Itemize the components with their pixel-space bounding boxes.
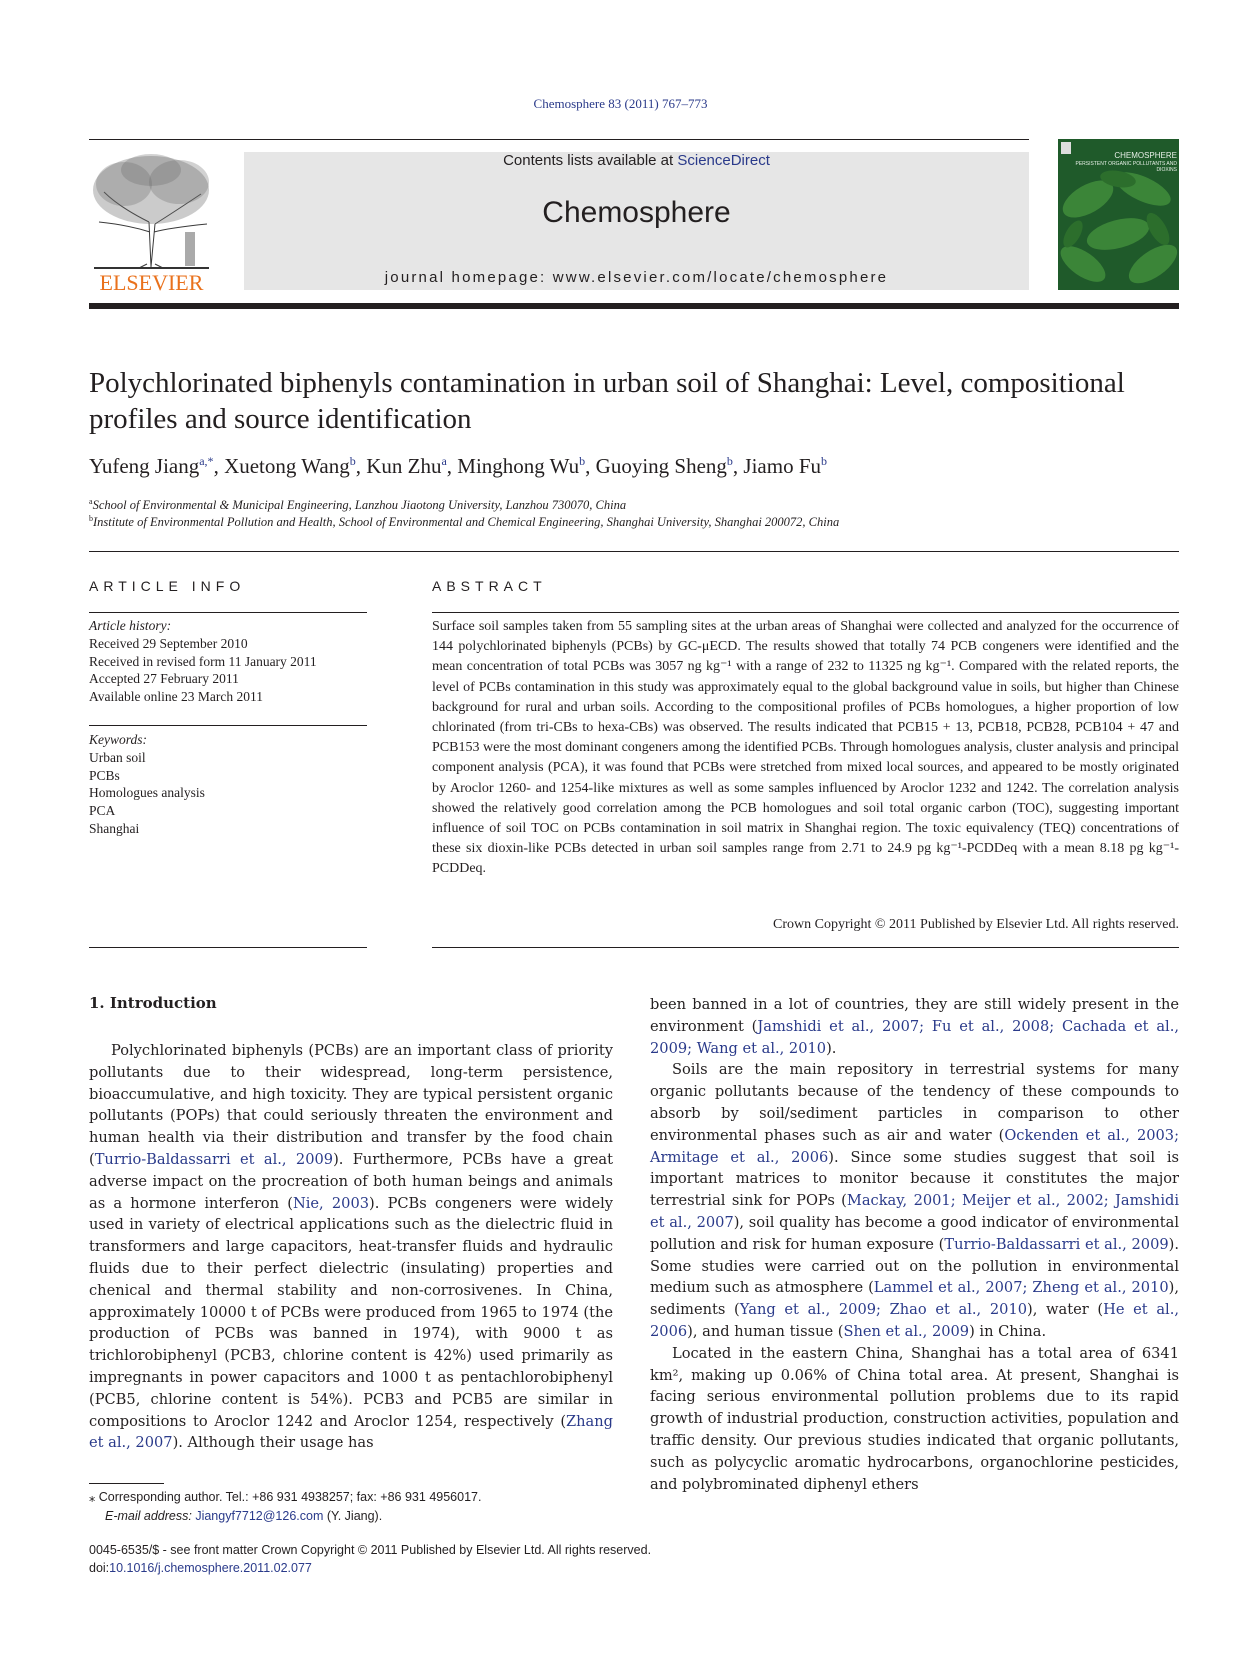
paragraph-text: ) in China. [969,1322,1047,1340]
cover-journal-name: CHEMOSPHERE [1114,151,1177,160]
keyword: PCA [89,803,116,819]
author-affiliation-mark[interactable]: a [441,454,447,468]
article-info-rule [89,947,367,948]
article-history [89,617,367,706]
intro-paragraph [650,994,1179,1059]
abstract-text: Surface soil samples taken from 55 sampling sites at the urban areas of Shanghai were collected and analyzed for the occurrence of 144 polychlorinated biphenyls (PCBs) by GC-μECD. The results showed that totally 74 PCB congeners were identified and the mean concentration of total PCBs was 3057 ng kg⁻¹ with a range of 232 to 11325 ng kg⁻¹. Compared with the related reports, the level of PCBs contamination in this study was approximately equal to the global background value in soils, but higher than Chinese background for rural and urban soils. According to the compositional profiles of PCBs homologues, a higher proportion of low chlorinated (from tri-CBs to hexa-CBs) was observed. The results indicated that PCB15 + 13, PCB18, PCB28, PCB104 + 47 and PCB153 were the most dominant congeners among the identified PCBs. Through homologues analysis, cluster analysis and principal component analysis (PCA), it was found that PCBs were stretched from mixed local sources, and appeared to be mostly originated by Aroclor 1260- and 1254-like mixtures as well as some samples influenced by Aroclor 1232 and 1242. The correlation analysis showed the relatively good correlation among the PCB homologues and soil total organic carbon (TOC), suggesting important influence of soil TOC on PCBs contamination in soil matrix in Shanghai region. The toxic equivalency (TEQ) concentrations of these six dioxin-like PCBs detected in urban soil samples range from 2.71 to 24.9 pg kg⁻¹-PCDDeq with a mean 8.18 pg kg⁻¹-PCDDeq. [432,619,1179,877]
doi-line [89,1559,889,1577]
article-info-rule [89,725,367,726]
affiliation-text: School of Environmental & Municipal Engineering, Lanzhou Jiaotong University, Lanzhou 730070, China [92,498,627,513]
body-column-left [89,1040,613,1454]
intro-paragraph [89,1040,613,1454]
author-list: Yufeng Jiang$^{a,*}$, Xuetong Wang$^b$, Kun Zhu$^a$, Minghong Wu$^b$, Guoying Sheng$^b$, Jiamo Fu$^b$ [89,454,827,478]
affiliation-mark: a [89,497,93,506]
keywords-block [89,731,367,838]
citation-link[interactable]: He et al., 2006 [650,1301,1179,1340]
paragraph-text: ). PCBs congeners were widely used in variety of electrical applications such as the dielectric fluid in transformers and large capacitors, heat-transfer fluids and hydraulic fluids due to their perfect dielectric (insulating) properties and chenical and thermal stability and non-corrosivenes. In China, approximately 10000 t of PCBs were produced from 1965 to 1974 (the production of PCBs was banned in 1974), with 9000 t as trichlorobiphenyl (PCB3, chlorine content is 42%) used primarily as impregnants in power capacitors and 1000 t as pentachlorobiphenyl (PCB5, chlorine content is 54%). PCB3 and PCB5 are similar in compositions to Aroclor 1242 and Aroclor 1254, respectively ( [89,1194,613,1430]
journal-homepage-link[interactable]: journal homepage: www.elsevier.com/locate/chemosphere [384,269,889,286]
citation-link[interactable]: Yang et al., 2009; Zhao et al., 2010 [739,1301,1028,1319]
citation-link[interactable]: Zhang et al., 2007 [89,1412,613,1452]
keywords-label: Keywords: [89,732,147,747]
paragraph-text: been banned in a lot of countries, they are still widely present in the environment ( [650,996,1179,1035]
affiliation-text: Institute of Environmental Pollution and Health, School of Environmental and Chemical Engineering, Shanghai University, Shanghai 200072, China [93,515,840,530]
keyword: Shanghai [89,820,140,836]
author-affiliation-mark[interactable]: a,* [199,454,214,468]
intro-paragraph: Located in the eastern China, Shanghai has a total area of 6341 km², making up 0.06% of China total area. At present, Shanghai is facing serious environmental pollution problems due to its rapid growth of industrial production, construction activities, population and traffic density. Our previous studies indicated that organic pollutants, such as polycyclic aromatic hydrocarbons, organochlorine pesticides, and polybrominated diphenyl ethers [650,1344,1179,1493]
citation-link[interactable]: Nie, 2003 [292,1194,370,1212]
citation-link[interactable]: Shen et al., 2009 [843,1322,970,1340]
author-affiliation-mark[interactable]: b [726,454,733,468]
author-name: Yufeng Jiang [89,454,200,478]
contents-available-line [244,152,1029,169]
abstract-rule [432,612,1179,613]
sciencedirect-link[interactable]: ScienceDirect [677,152,770,169]
footnote-mark: ⁎ [89,1490,96,1504]
doi-label: doi: [89,1561,110,1575]
paragraph-text: Polychlorinated biphenyls (PCBs) are an important class of priority pollutants due to their widespread, long-term persistence, bioaccumulative, and high toxicity. They are typical persistent organic pollutants (POPs) that could seriously threaten the environment and human health via their distribution and transfer by the food chain ( [89,1042,613,1168]
history-received: Received 29 September 2010 [89,635,248,651]
email-label: E-mail address: [105,1509,196,1523]
keyword: PCBs [89,767,120,783]
author-name: Minghong Wu [457,454,580,478]
citation-link[interactable]: Turrio-Baldassarri et al., 2009 [944,1235,1169,1253]
paragraph-text: ). Since some studies suggest that soil is important matrices to monitor because it constitutes the major terrestrial sink for POPs ( [650,1148,1179,1210]
history-label: Article history: [89,618,172,633]
contents-prefix: Contents lists available at [503,152,678,169]
abstract-copyright: Crown Copyright © 2011 Published by Elsevier Ltd. All rights reserved. [773,917,1179,932]
section-rule [89,551,1179,552]
citation-link[interactable]: Mackay, 2001; Meijer et al., 2002; Jamshidi et al., 2007 [650,1192,1179,1231]
footnote-rule [89,1483,164,1484]
author-affiliation-mark[interactable]: b [821,454,827,468]
author-name: Kun Zhu [366,454,442,478]
paragraph-text: ). [826,1039,837,1057]
paragraph-text: ), water ( [1027,1301,1104,1319]
section-heading-introduction: 1. Introduction [89,994,217,1012]
issn-copyright-line: 0045-6535/$ - see front matter Crown Copyright © 2011 Published by Elsevier Ltd. All rights reserved. [89,1543,652,1557]
keyword: Homologues analysis [89,785,205,801]
author-affiliation-mark[interactable]: b [349,454,356,468]
author-name: Xuetong Wang [224,454,350,478]
paragraph-text: ), soil quality has become a good indicator of environmental pollution and risk for human exposure ( [650,1213,1179,1253]
corresponding-author-text: Corresponding author. Tel.: +86 931 4938257; fax: +86 931 4956017. [98,1490,482,1504]
paper-title: Polychlorinated biphenyls contamination in urban soil of Shanghai: Level, compositional profiles and source identification [89,367,1125,435]
history-online: Available online 23 March 2011 [89,689,263,705]
author-name: Guoying Sheng [595,454,727,478]
history-revised: Received in revised form 11 January 2011 [89,653,317,669]
paragraph-text: ). Furthermore, PCBs have a great adverse impact on the procreation of both human beings and animals as a hormone interferon ( [89,1150,613,1212]
abstract-rule [432,947,1179,948]
abstract-heading: ABSTRACT [432,578,547,594]
citation-link[interactable]: Jamshidi et al., 2007; Fu et al., 2008; Cachada et al., 2009; Wang et al., 2010 [650,1017,1179,1057]
top-rule [89,139,1029,140]
email-link[interactable]: Jiangyf7712@126.com [195,1509,324,1523]
journal-cover-image[interactable] [1058,139,1179,290]
affiliation-b [89,514,1179,530]
affiliation-a [89,497,1179,513]
page-footer [89,1541,889,1577]
paragraph-text: ), sediments ( [650,1279,1179,1319]
affiliation-mark: b [89,514,93,523]
citation-link[interactable]: Lammel et al., 2007; Zheng et al., 2010 [873,1279,1169,1297]
paragraph-text: ). Some studies were carried out on the pollution in environmental medium such as atmosphere ( [650,1235,1180,1297]
body-column-right [650,994,1179,1495]
paragraph-text: ). Although their usage has [172,1434,374,1452]
paragraph-text: Soils are the main repository in terrestrial systems for many organic pollutants because of the tendency of these compounds to absorb by soil/sediment particles in comparison to other environmental phases such as air and water ( [650,1061,1179,1144]
journal-header-box [244,152,1029,290]
footnote-email-line [89,1507,629,1526]
email-suffix: (Y. Jiang). [323,1509,383,1523]
article-info-rule [89,612,367,613]
cover-subtitle: PERSISTENT ORGANIC POLLUTANTS AND DIOXINS [1075,161,1177,173]
intro-paragraph [650,1059,1179,1342]
footnote-corresponding-line [89,1488,629,1507]
article-info-heading: ARTICLE INFO [89,578,246,594]
doi-link[interactable]: 10.1016/j.chemosphere.2011.02.077 [109,1561,312,1575]
history-accepted: Accepted 27 February 2011 [89,671,239,687]
citation-link[interactable]: Ockenden et al., 2003; Armitage et al., 2006 [650,1126,1180,1166]
journal-title: Chemosphere [542,196,731,229]
author-affiliation-mark[interactable]: b [579,454,586,468]
elsevier-wordmark[interactable]: ELSEVIER [99,270,204,295]
paragraph-text: ), and human tissue ( [687,1322,844,1340]
header-thick-rule [89,303,1179,309]
corresponding-author-footnote [89,1488,629,1526]
citation-link[interactable]: Turrio-Baldassarri et al., 2009 [94,1150,334,1168]
author-name: Jiamo Fu [743,454,821,478]
keyword: Urban soil [89,749,146,765]
journal-citation[interactable]: Chemosphere 83 (2011) 767–773 [533,96,708,111]
